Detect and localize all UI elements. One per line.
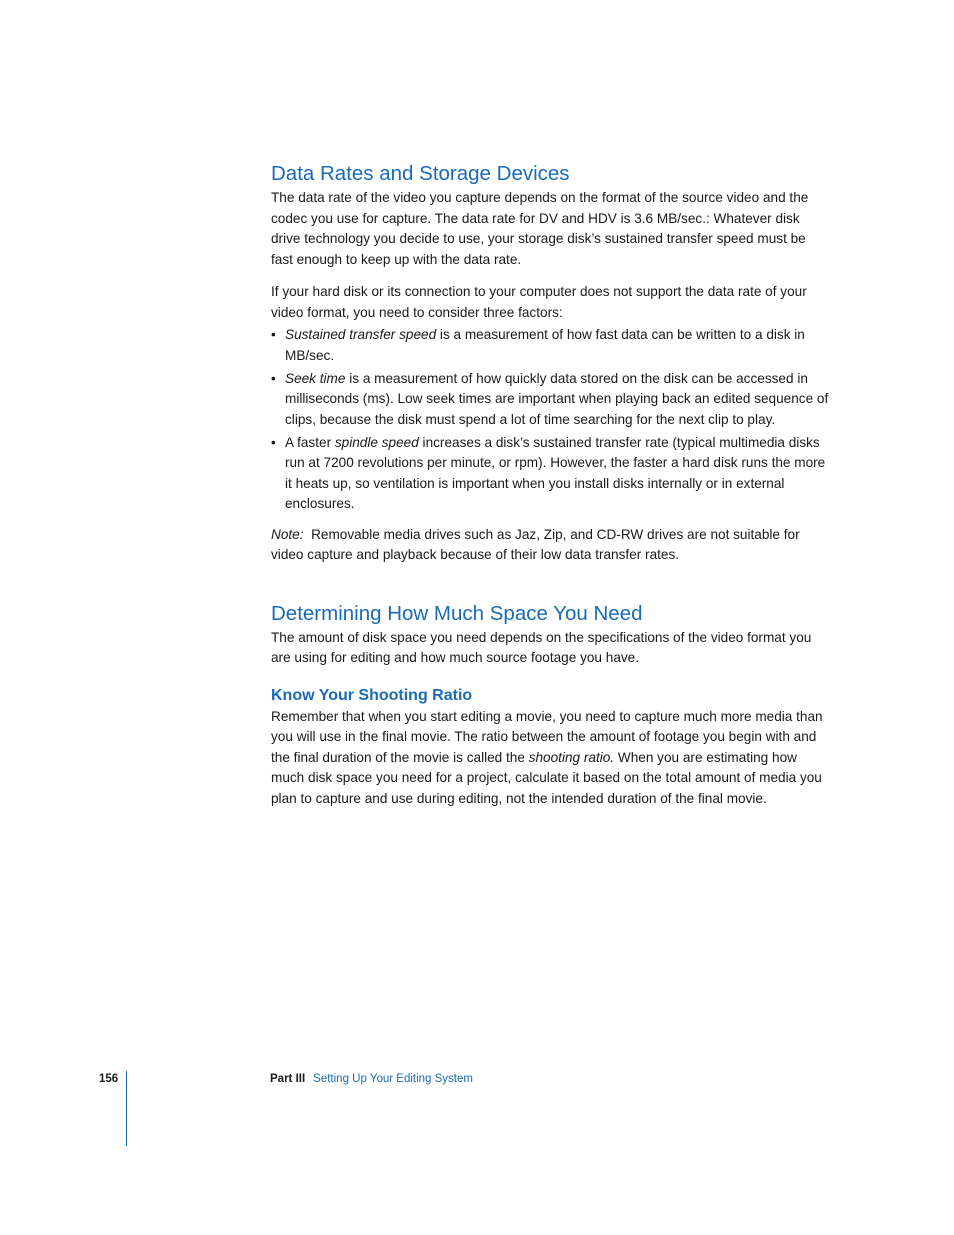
section-heading-determining-space: Determining How Much Space You Need [271, 601, 643, 625]
page-content [271, 160, 831, 809]
paragraph-three-factors: If your hard disk or its connection to your computer does not support the data rate of your video format, you need to consider three factors: [271, 284, 807, 320]
footer-running-head [270, 1073, 473, 1085]
factors-list [271, 325, 831, 515]
section-heading-data-rates: Data Rates and Storage Devices [271, 162, 570, 185]
subsection-heading-shooting-ratio: Know Your Shooting Ratio [271, 686, 473, 704]
paragraph-shooting-ratio: Remember that when you start editing a movie, you need to capture much more media than you will use in the final movie. The ratio between the amount of footage you begin with and the final duration of the movie is called the shooting ratio. When you are estimating how much disk space you need for a project, calculate it based on the total amount of media you plan to capture and use during editing, not the intended duration of the final movie. [271, 708, 823, 806]
footer-part-label: Part III [270, 1073, 306, 1085]
list-item: • Seek time is a measurement of how quickly data stored on the disk can be accessed in milliseconds (ms). Low seek times are important when playing back an edited sequence of clips, because the disk must spend a lot of time searching for the next clip to play. [271, 370, 829, 427]
term-sustained-transfer-speed: Sustained transfer speed [285, 327, 437, 342]
footer-divider [126, 1071, 127, 1146]
paragraph-data-rate: The data rate of the video you capture depends on the format of the source video and the codec you use for capture. The data rate for DV and HDV is 3.6 MB/sec.: Whatever disk drive technology you decide to use, your storage disk’s sustained transfer speed must be fast enough to keep up with the data rate. [271, 190, 809, 267]
bullet-icon: • [271, 370, 276, 386]
term-seek-time: Seek time [285, 370, 346, 386]
bullet-icon: • [271, 327, 276, 342]
term-shooting-ratio: shooting ratio. [528, 749, 615, 765]
footer-section-title: Setting Up Your Editing System [313, 1073, 473, 1085]
note-text: Removable media drives such as Jaz, Zip, and CD-RW drives are not suitable for video capture and playback because of their low data transfer rates. [271, 526, 800, 562]
page-number: 156 [99, 1073, 119, 1085]
list-item: • A faster spindle speed increases a disk’s sustained transfer rate (typical multimedia disks run at 7200 revolutions per minute, or rpm). However, the faster a hard disk runs the more it heats up, so ventilation is important when you install disks internally or in external enclosures. [271, 434, 826, 511]
note-label: Note: [271, 526, 304, 542]
list-item: • Sustained transfer speed is a measurement of how fast data can be written to a disk in MB/sec. [271, 327, 805, 363]
paragraph-disk-space: The amount of disk space you need depends on the specifications of the video format you are using for editing and how much source footage you have. [271, 629, 812, 665]
note-paragraph [271, 525, 831, 566]
term-spindle-speed: spindle speed [334, 434, 419, 450]
bullet-icon: • [271, 434, 276, 450]
